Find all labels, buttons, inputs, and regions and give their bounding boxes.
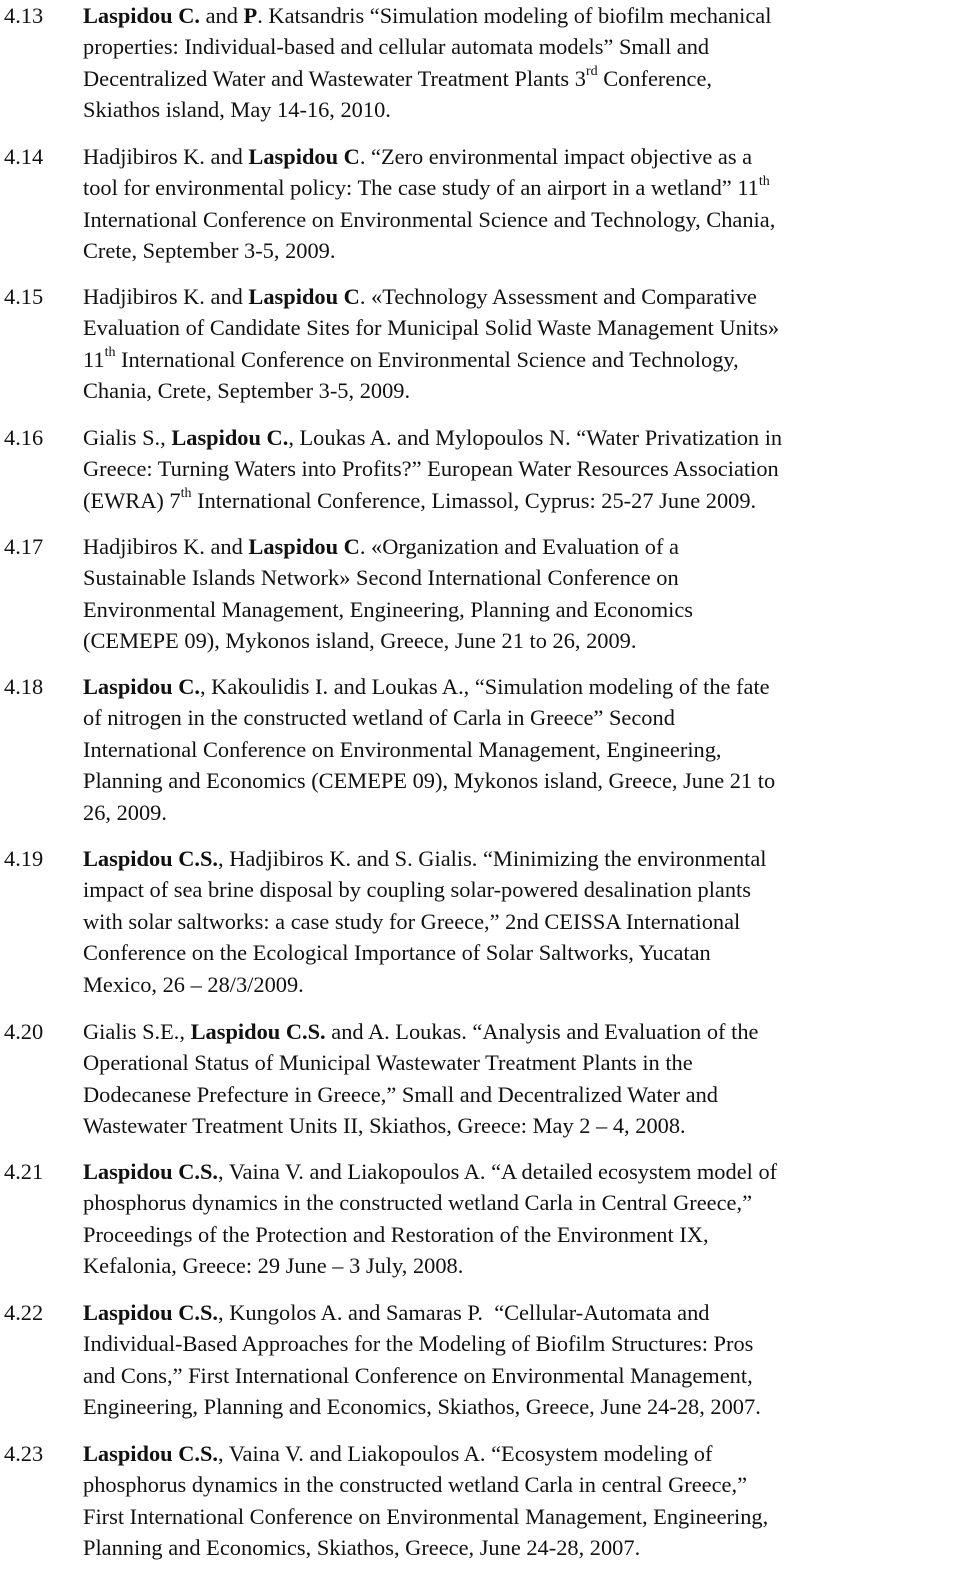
reference-segment: Environmental Management, Engineering, Planning and Economics — [83, 596, 693, 622]
reference-segment: phosphorus dynamics in the constructed wetland Carla in Central Greece,” — [83, 1190, 753, 1216]
reference-segment: Planning and Economics, Skiathos, Greece, June 24-28, 2007. — [83, 1535, 641, 1561]
reference-segment: . Katsandris “Simulation modeling of biofilm mechanical — [257, 3, 772, 28]
reference-text — [83, 1156, 955, 1282]
reference-segment: tool for environmental policy: The case study of an airport in a wetland” 11 — [83, 175, 759, 201]
author-name-bold: Laspidou C.S. — [83, 1300, 219, 1325]
reference-line — [83, 1469, 955, 1500]
reference-text — [83, 281, 955, 407]
reference-segment: , Kungolos A. and Samaras P. “Cellular-Automata and — [218, 1300, 710, 1325]
reference-line — [83, 702, 955, 733]
reference-segment: Hadjibiros K. and — [83, 284, 249, 309]
reference-text — [83, 531, 955, 657]
reference-segment: and A. Loukas. “Analysis and Evaluation of the — [325, 1019, 759, 1044]
reference-line — [83, 734, 955, 765]
reference-segment: , Vaina V. and Liakopoulos A. “A detailed ecosystem model of — [218, 1159, 778, 1184]
reference-line — [83, 485, 955, 516]
reference-segment: Crete, September 3-5, 2009. — [83, 238, 336, 264]
reference-number: 4.17 — [4, 534, 44, 559]
reference-text — [83, 1438, 955, 1564]
reference-segment: , Kakoulidis I. and Loukas A., “Simulation modeling of the fate — [199, 674, 770, 699]
reference-line — [83, 562, 955, 593]
reference-text — [83, 422, 955, 516]
reference-line — [83, 969, 955, 1000]
reference-segment: Proceedings of the Protection and Restoration of the Environment IX, — [83, 1221, 709, 1247]
reference-segment: Conference on the Ecological Importance of Solar Saltworks, Yucatan — [83, 940, 711, 966]
reference-segment: Planning and Economics (CEMEPE 09), Mykonos island, Greece, June 21 to — [83, 768, 776, 794]
reference-segment: Evaluation of Candidate Sites for Municipal Solid Waste Management Units» — [83, 315, 780, 341]
reference-number: 4.19 — [4, 846, 44, 871]
reference-number: 4.20 — [4, 1019, 44, 1044]
author-name-bold: Laspidou C — [248, 284, 360, 309]
reference-segment: First International Conference on Environmental Management, Engineering, — [83, 1503, 769, 1529]
reference-segment: phosphorus dynamics in the constructed wetland Carla in central Greece,” — [83, 1472, 748, 1498]
reference-line — [83, 1110, 955, 1141]
reference-segment: Greece: Turning Waters into Profits?” European Water Resources Association — [83, 456, 779, 482]
reference-segment: Chania, Crete, September 3-5, 2009. — [83, 378, 411, 404]
author-name-bold: Laspidou C. — [171, 425, 289, 450]
reference-line — [83, 141, 955, 172]
reference-line — [83, 94, 955, 125]
superscript-text: th — [180, 486, 192, 502]
reference-line — [83, 797, 955, 828]
reference-segment: Dodecanese Prefecture in Greece,” Small and Decentralized Water and — [83, 1081, 718, 1107]
reference-text — [83, 1016, 955, 1142]
reference-segment: 26, 2009. — [83, 799, 167, 825]
reference-segment: , Vaina V. and Liakopoulos A. “Ecosystem modeling of — [218, 1441, 713, 1466]
reference-segment: International Conference on Environmental Management, Engineering, — [83, 736, 722, 762]
reference-line — [83, 312, 955, 343]
reference-segment: Conference, — [597, 65, 712, 91]
reference-number: 4.16 — [4, 425, 44, 450]
reference-segment: Sustainable Islands Network» Second International Conference on — [83, 565, 679, 591]
reference-text — [83, 1297, 955, 1423]
reference-line — [83, 0, 955, 31]
reference-line — [83, 375, 955, 406]
reference-segment: . «Organization and Evaluation of a — [359, 534, 679, 559]
reference-number: 4.13 — [4, 3, 44, 28]
reference-segment: Gialis S.E., — [83, 1019, 191, 1044]
reference-segment: Individual-Based Approaches for the Modeling of Biofilm Structures: Pros — [83, 1331, 754, 1357]
reference-line — [83, 671, 955, 702]
reference-text — [83, 843, 955, 1000]
author-name-bold: Laspidou C.S. — [83, 1159, 219, 1184]
reference-line — [83, 874, 955, 905]
reference-line — [83, 422, 955, 453]
reference-segment: (CEMEPE 09), Mykonos island, Greece, June 21 to 26, 2009. — [83, 628, 637, 654]
reference-segment: Skiathos island, May 14-16, 2010. — [83, 97, 391, 123]
reference-line — [83, 1219, 955, 1250]
superscript-text: th — [758, 173, 770, 189]
reference-line — [83, 344, 955, 375]
superscript-text: th — [104, 345, 116, 361]
reference-line — [83, 1250, 955, 1281]
reference-segment: (EWRA) 7 — [83, 487, 181, 513]
reference-line — [83, 1297, 955, 1328]
reference-segment: and — [199, 3, 244, 28]
reference-text — [83, 0, 955, 126]
reference-line — [83, 594, 955, 625]
reference-line — [83, 1047, 955, 1078]
reference-segment: Operational Status of Municipal Wastewater Treatment Plants in the — [83, 1050, 693, 1076]
reference-segment: impact of sea brine disposal by coupling solar-powered desalination plants — [83, 877, 751, 903]
reference-line — [83, 1501, 955, 1532]
reference-line — [83, 281, 955, 312]
reference-segment: Mexico, 26 – 28/3/2009. — [83, 971, 304, 997]
reference-line — [83, 843, 955, 874]
reference-segment: . “Zero environmental impact objective as a — [359, 144, 753, 169]
reference-number: 4.21 — [4, 1159, 44, 1184]
reference-segment: 11 — [83, 346, 105, 372]
reference-line — [83, 765, 955, 796]
author-name-bold: Laspidou C. — [83, 3, 200, 28]
reference-line — [83, 172, 955, 203]
reference-text — [83, 141, 955, 267]
superscript-text: rd — [585, 64, 598, 80]
author-name-bold: Laspidou C. — [83, 674, 200, 699]
reference-segment: Hadjibiros K. and — [83, 144, 249, 169]
reference-line — [83, 1187, 955, 1218]
reference-line — [83, 31, 955, 62]
reference-line — [83, 204, 955, 235]
reference-segment: , Hadjibiros K. and S. Gialis. “Minimizing the environmental — [218, 846, 767, 871]
reference-line — [83, 1391, 955, 1422]
reference-number: 4.18 — [4, 674, 44, 699]
reference-line — [83, 906, 955, 937]
reference-number: 4.14 — [4, 144, 44, 169]
reference-line — [83, 63, 955, 94]
reference-number: 4.23 — [4, 1441, 44, 1466]
reference-line — [83, 937, 955, 968]
reference-number: 4.22 — [4, 1300, 44, 1325]
author-name-bold: Laspidou C — [248, 534, 360, 559]
reference-line — [83, 1156, 955, 1187]
reference-segment: Kefalonia, Greece: 29 June – 3 July, 2008. — [83, 1253, 464, 1279]
reference-number: 4.15 — [4, 284, 44, 309]
author-name-bold: Laspidou C.S. — [83, 846, 219, 871]
reference-segment: International Conference on Environmental Science and Technology, Chania, — [83, 206, 776, 232]
reference-line — [83, 1079, 955, 1110]
reference-segment: and Cons,” First International Conference on Environmental Management, — [83, 1362, 753, 1388]
reference-segment: International Conference on Environmental Science and Technology, — [115, 346, 739, 372]
reference-line — [83, 1360, 955, 1391]
reference-line — [83, 1016, 955, 1047]
author-name-bold: Laspidou C — [248, 144, 360, 169]
reference-line — [83, 531, 955, 562]
reference-segment: Decentralized Water and Wastewater Treatment Plants 3 — [83, 65, 586, 91]
reference-segment: Wastewater Treatment Units II, Skiathos, Greece: May 2 – 4, 2008. — [83, 1113, 686, 1139]
reference-line — [83, 1328, 955, 1359]
reference-segment: , Loukas A. and Mylopoulos N. “Water Privatization in — [288, 425, 783, 450]
reference-segment: Hadjibiros K. and — [83, 534, 249, 559]
reference-segment: of nitrogen in the constructed wetland of Carla in Greece” Second — [83, 705, 675, 731]
reference-segment: properties: Individual-based and cellular automata models” Small and — [83, 34, 710, 60]
reference-line — [83, 1438, 955, 1469]
author-name-bold: Laspidou C.S. — [83, 1441, 219, 1466]
reference-segment: Gialis S., — [83, 425, 172, 450]
reference-line — [83, 625, 955, 656]
reference-line — [83, 453, 955, 484]
author-name-bold: Laspidou C.S. — [190, 1019, 326, 1044]
reference-segment: with solar saltworks: a case study for Greece,” 2nd CEISSA International — [83, 908, 741, 934]
reference-line — [83, 235, 955, 266]
reference-segment: . «Technology Assessment and Comparative — [359, 284, 757, 309]
reference-text — [83, 671, 955, 828]
reference-segment: International Conference, Limassol, Cyprus: 25-27 June 2009. — [191, 487, 757, 513]
reference-segment: Engineering, Planning and Economics, Skiathos, Greece, June 24-28, 2007. — [83, 1394, 761, 1420]
reference-line — [83, 1532, 955, 1563]
author-name-bold: P — [243, 3, 258, 28]
